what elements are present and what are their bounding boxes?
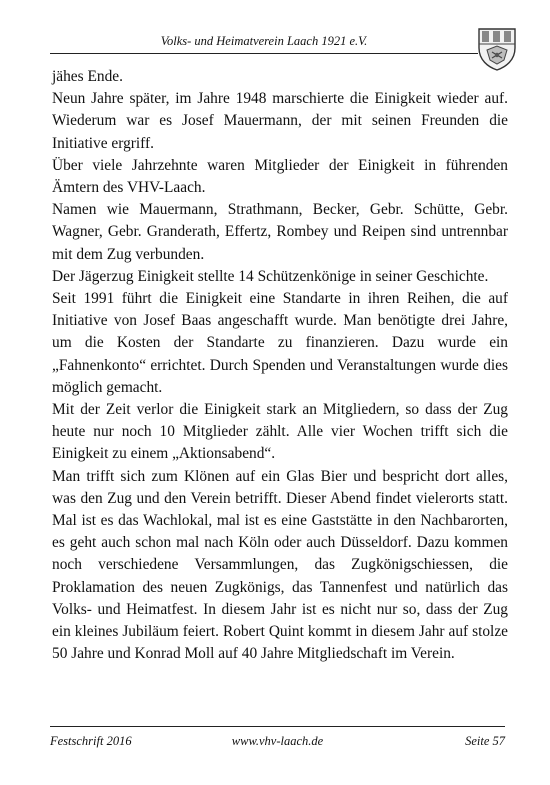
header-divider [50, 53, 478, 54]
paragraph: Seit 1991 führt die Einigkeit eine Standarte in ihren Reihen, die auf Initiative von Josef Baas angeschafft wurde. Man benötigte drei Jahre, um die Kosten der Standarte zu finanzieren. Dazu wurde ein „Fahnenkonto“ errichtet. Durch Spenden und Veranstaltungen wurde dies möglich gemacht. [52, 290, 508, 396]
paragraph: Über viele Jahrzehnte waren Mitglieder der Einigkeit in führenden Ämtern des VHV-Laach. [52, 156, 508, 197]
header-title: Volks- und Heimatverein Laach 1921 e.V. [160, 34, 368, 48]
paragraph: jähes Ende. [52, 68, 123, 85]
footer-publication: Festschrift 2016 [50, 734, 132, 748]
paragraph: Namen wie Mauermann, Strathmann, Becker, Gebr. Schütte, Gebr. Wagner, Gebr. Granderath, Effertz, Rombey und Reipen sind untrennbar mit dem Zug verbunden. [52, 201, 508, 263]
paragraph: Man trifft sich zum Klönen auf ein Glas Bier und bespricht dort alles, was den Zug und den Verein betrifft. Dieser Abend findet vielerorts statt. Mal ist es das Wachlokal, mal ist es eine Gaststätte in den Nachbarorten, es geht auch schon mal nach Köln oder auch Düsseldorf. Dazu kommen noch verschiedene Versammlungen, das Zugkönigschiessen, die Proklamation des neuen Zugkönigs, das Tannenfest und natürlich das Volks- und Heimatfest. In diesem Jahr ist es nicht nur so, dass der Zug ein kleines Jubiläum feiert. Robert Quint kommt in diesem Jahr auf stolze 50 Jahre und Konrad Moll auf 40 Jahre Mitgliedschaft im Verein. [52, 467, 508, 663]
footer-website: www.vhv-laach.de [231, 734, 324, 748]
page-number: Seite 57 [465, 734, 505, 748]
footer-divider [50, 726, 505, 727]
paragraph: Mit der Zeit verlor die Einigkeit stark an Mitgliedern, so dass der Zug heute nur noch 10 Mitglieder zählt. Alle vier Wochen trifft sich die Einigkeit zu einem „Aktionsabend“. [52, 401, 508, 463]
paragraph: Der Jägerzug Einigkeit stellte 14 Schützenkönige in seiner Geschichte. [52, 267, 489, 285]
article-body [52, 66, 508, 665]
page-header [50, 28, 478, 58]
paragraph: Neun Jahre später, im Jahre 1948 marschierte die Einigkeit wieder auf. Wiederum war es Josef Mauermann, der mit seinen Freunden die Initiative ergriff. [52, 90, 508, 152]
page-footer [50, 726, 505, 766]
